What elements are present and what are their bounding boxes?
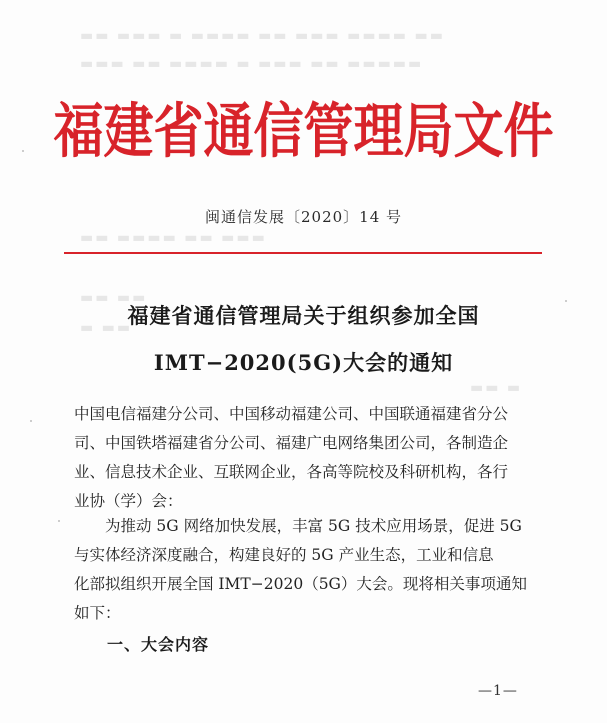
show-through-texture: ▬▬▬ ▬▬ ▬▬▬▬ ▬ ▬▬▬ ▬▬ ▬▬▬▬▬ <box>80 56 424 72</box>
section-heading: 一、大会内容 <box>107 635 210 654</box>
body-line: 如下： <box>74 604 121 622</box>
body-line: 化部拟组织开展全国 IMT−2020（5G）大会。现将相关事项通知 <box>74 575 527 593</box>
show-through-texture: ▬▬ ▬▬▬ ▬ ▬▬▬▬ ▬▬ ▬▬▬ ▬▬▬▬ ▬▬ <box>80 28 445 44</box>
scan-speck <box>30 420 32 422</box>
show-through-texture: ▬▬ ▬▬ <box>80 290 148 306</box>
addressee-line: 业、信息技术企业、互联网企业，各高等院校及科研机构，各行 <box>74 463 509 481</box>
issuer-header: 福建省通信管理局文件 <box>53 95 554 166</box>
notice-title-line-2: IMT−2020(5G)大会的通知 <box>153 350 454 375</box>
document-number: 闽通信发展〔2020〕14 号 <box>204 208 403 226</box>
body-paragraph <box>74 512 544 628</box>
show-through-texture: ▬▬ ▬ <box>470 380 523 396</box>
scan-speck <box>22 150 24 152</box>
body-line: 与实体经济深度融合，构建良好的 5G 产业生态，工业和信息 <box>74 546 494 564</box>
addressee-line: 司、中国铁塔福建省分公司、福建广电网络集团公司，各制造企 <box>74 434 509 452</box>
scan-speck <box>58 520 60 522</box>
addressee-line: 中国电信福建分公司、中国移动福建公司、中国联通福建省分公 <box>74 405 509 423</box>
page-number: —1— <box>478 683 518 699</box>
addressee-line: 业协（学）会： <box>74 492 183 510</box>
red-separator-line <box>64 252 542 254</box>
addressee-paragraph <box>74 400 544 516</box>
notice-title-line-1: 福建省通信管理局关于组织参加全国 <box>127 303 480 328</box>
show-through-texture: ▬ ▬▬ <box>80 320 133 336</box>
body-line: 为推动 5G 网络加快发展，丰富 5G 技术应用场景，促进 5G <box>74 517 522 535</box>
show-through-texture: ▬▬ ▬▬▬▬ ▬▬ ▬▬▬ <box>80 230 267 246</box>
